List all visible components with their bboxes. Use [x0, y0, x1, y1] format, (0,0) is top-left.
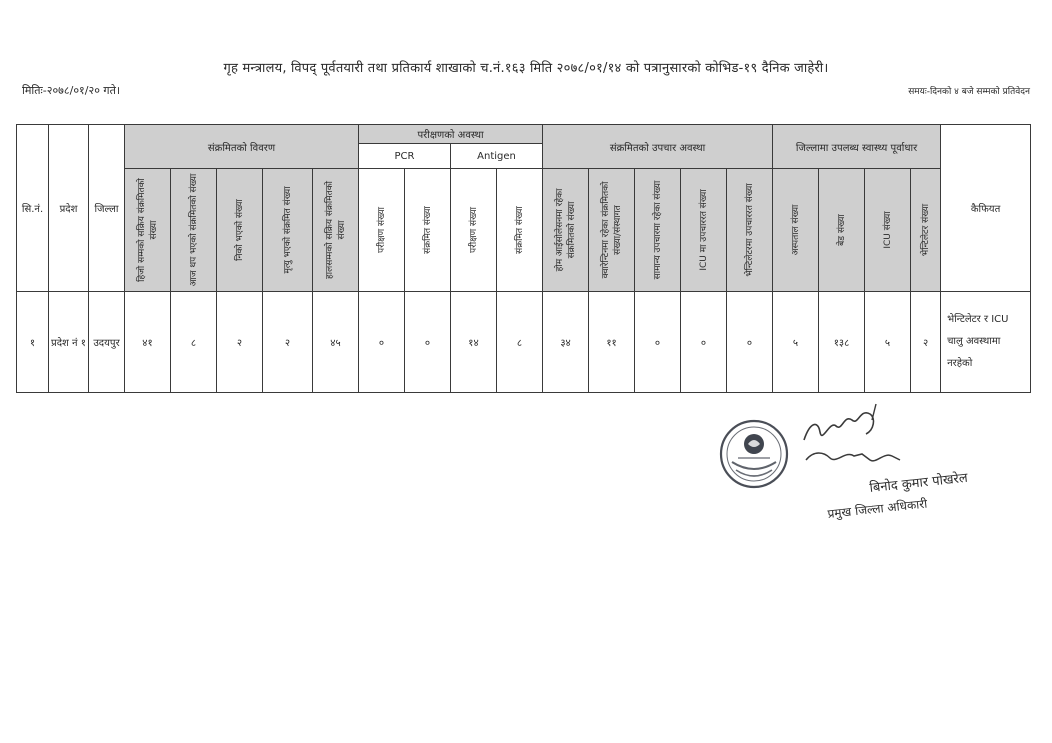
- column-header-label: क्वारेन्टिनमा रहेका संक्रमितको संख्या/संस्थागत: [600, 181, 623, 279]
- column-header-label: भेन्टिलेटर संख्या: [920, 203, 931, 257]
- column-header-label: सामान्य उपचारमा रहेका संख्या: [652, 180, 663, 280]
- value-cell: ४१: [125, 292, 171, 393]
- column-header-label: अस्पताल संख्या: [790, 204, 801, 256]
- column-header: [263, 169, 313, 292]
- test-group-header: परीक्षणको अवस्था: [359, 125, 543, 144]
- column-header-label: परीक्षण संख्या: [376, 207, 387, 253]
- report-title: गृह मन्त्रालय, विपद् पूर्वतयारी तथा प्रतिकार्य शाखाको च.नं.१६३ मिति २०७८/०१/१४ को पत्रानुसारको कोभिड-१९ दैनिक जाहेरी।: [223, 61, 829, 76]
- value-cell: ५: [773, 292, 819, 393]
- province-header: प्रदेश: [49, 125, 89, 292]
- column-header: [217, 169, 263, 292]
- column-header-label: मृत्यु भएको संक्रमित संख्या: [282, 186, 293, 274]
- column-header-label: ICU मा उपचाररत संख्या: [698, 189, 709, 271]
- column-header: [773, 169, 819, 292]
- signature-block: [800, 400, 1040, 530]
- column-header: [543, 169, 589, 292]
- column-header-label: हिजो सम्मको सक्रिय संक्रमितको संख्या: [136, 178, 159, 282]
- infected-group-header: संक्रमितको विवरण: [125, 125, 359, 169]
- value-cell: ०: [359, 292, 405, 393]
- header-row-columns: [17, 169, 1031, 292]
- column-header: [819, 169, 865, 292]
- column-header-label: बेड संख्या: [836, 214, 847, 246]
- column-header: [125, 169, 171, 292]
- column-header: [451, 169, 497, 292]
- district-cell: उदयपुर: [89, 292, 125, 393]
- signer-name: बिनोद कुमार पोखरेल: [868, 470, 969, 496]
- covid-report-table: [16, 124, 1031, 393]
- treatment-group-header: संक्रमितको उपचार अवस्था: [543, 125, 773, 169]
- value-cell: ०: [405, 292, 451, 393]
- remarks-cell: भेन्टिलेटर र ICU चालु अवस्थामा नरहेको: [941, 292, 1031, 393]
- value-cell: ५: [865, 292, 911, 393]
- report-time-line: समयः-दिनको ४ बजे सम्मको प्रतिवेदन: [908, 87, 1030, 97]
- column-header: [911, 169, 941, 292]
- header-row-groups: [17, 125, 1031, 144]
- value-cell: ४५: [313, 292, 359, 393]
- report-date: मितिः-२०७८/०१/२० गते।: [22, 84, 121, 97]
- antigen-header: Antigen: [451, 144, 543, 169]
- value-cell: ८: [171, 292, 217, 393]
- value-cell: १३८: [819, 292, 865, 393]
- value-cell: २: [263, 292, 313, 393]
- value-cell: ०: [727, 292, 773, 393]
- sn-cell: १: [17, 292, 49, 393]
- pcr-header: PCR: [359, 144, 451, 169]
- column-header-label: होम आईसोलेसनमा रहेका संक्रमितको संख्या: [554, 188, 577, 272]
- remarks-header: कैफियत: [941, 125, 1031, 292]
- column-header: [865, 169, 911, 292]
- infra-group-header: जिल्लामा उपलब्ध स्वास्थ्य पूर्वाधार: [773, 125, 941, 169]
- column-header-label: संक्रमित संख्या: [422, 206, 433, 254]
- table-row: [17, 292, 1031, 393]
- column-header: [405, 169, 451, 292]
- column-header: [635, 169, 681, 292]
- value-cell: ८: [497, 292, 543, 393]
- office-stamp-seal: [718, 418, 790, 490]
- column-header: [171, 169, 217, 292]
- column-header: [727, 169, 773, 292]
- column-header: [497, 169, 543, 292]
- value-cell: ०: [635, 292, 681, 393]
- handwritten-signature: [804, 413, 873, 440]
- column-header-label: परीक्षण संख्या: [468, 207, 479, 253]
- sn-header: सि.नं.: [17, 125, 49, 292]
- column-header-label: निको भएको संख्या: [234, 199, 245, 261]
- column-header-label: भेन्टिलेटरमा उपचाररत संख्या: [744, 183, 755, 277]
- column-header: [589, 169, 635, 292]
- column-header: [313, 169, 359, 292]
- value-cell: १४: [451, 292, 497, 393]
- column-header: [359, 169, 405, 292]
- value-cell: ०: [681, 292, 727, 393]
- value-cell: ३४: [543, 292, 589, 393]
- value-cell: २: [911, 292, 941, 393]
- value-cell: ११: [589, 292, 635, 393]
- handwritten-date-scrawl: [806, 453, 900, 461]
- signer-designation: प्रमुख जिल्ला अधिकारी: [826, 496, 928, 521]
- district-header: जिल्ला: [89, 125, 125, 292]
- signature-stroke: [872, 404, 876, 420]
- column-header-label: संक्रमित संख्या: [514, 206, 525, 254]
- value-cell: २: [217, 292, 263, 393]
- column-header-label: हालसम्मको सक्रिय संक्रमितको संख्या: [324, 181, 347, 279]
- column-header: [681, 169, 727, 292]
- column-header-label: ICU संख्या: [882, 211, 893, 249]
- province-cell: प्रदेश नं १: [49, 292, 89, 393]
- column-header-label: आज थप भएको संक्रमितको संख्या: [188, 173, 199, 287]
